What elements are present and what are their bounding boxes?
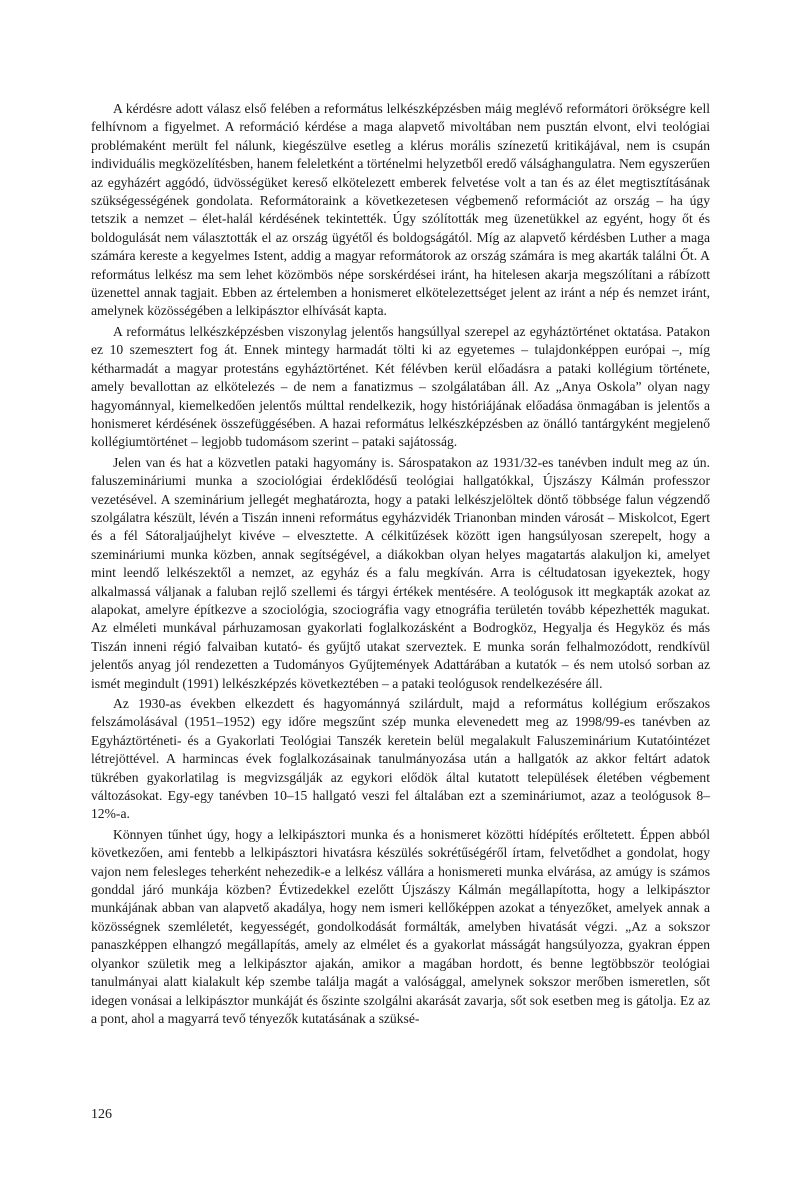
paragraph-3: Jelen van és hat a közvetlen pataki hagyomány is. Sárospatakon az 1931/32-es tanévben indult meg az ún. faluszemináriumi munka a szociológiai érdeklődésű teológiai hallgatókkal, Újszászy Kálmán professzor vezetésével. A szeminárium jellegét meghatározta, hogy a pataki lelkészjelöltek döntő többsége falun végzendő szolgálatra készült, lévén a Tiszán inneni református egyházvidék Trianonban minden városát – Miskolcot, Egert és a fél Sátoraljaújhelyt kivéve – elvesztette. A célkitűzések között igen hangsúlyosan szerepelt, hogy a szemináriumi munka közben, annak segítségével, a diákokban olyan helyes magatartás alakuljon ki, amelyet mint leendő lelkészektől a nemzet, az egyház és a falu megkíván. Arra is céltudatosan igyekeztek, hogy alkalmassá váljanak a faluban rejlő szellemi és tárgyi értékek mentésére. A teológusok itt megkapták azokat az alapokat, amelyre építkezve a szociológia, szociográfia vagy etnográfia területén tovább képezhették magukat. Az elméleti munkával párhuzamosan gyakorlati foglalkozásként a Bodrogköz, Hegyalja és Hegyköz és más Tiszán inneni régió falvaiban kutató- és gyűjtő utakat szerveztek. E munka során felhalmozódott, rendkívül jelentős anyag jól rendezetten a Tudományos Gyűjtemények Adattárában a kutatók – és nem utolsó sorban az ismét megindult (1991) lelkészképzés következtében – a pataki teológusok rendelkezésére áll. bbox=[91, 454, 710, 691]
paragraph-2: A református lelkészképzésben viszonylag jelentős hangsúllyal szerepel az egyháztörténet oktatása. Patakon ez 10 szemesztert fog át. Ennek mintegy harmadát tölti ki az egyetemes – tulajdonképpen európai –, míg kétharmadát a magyar protestáns egyháztörténet. Két félévben kerül előadásra a pataki kollégium története, amely bevallottan az elkötelezés – de nem a fanatizmus – szolgálatában áll. Az „Anya Oskola” olyan nagy hagyománnyal, kiemelkedően jelentős múlttal rendelkezik, hogy históriájának előadása önmagában is jelentős a honismeret kérdésének összefüggésében. A hazai református lelkészképzésben az önálló tantárgyként megjelenő kollégiumtörténet – legjobb tudomásom szerint – pataki sajátosság. bbox=[91, 323, 710, 450]
paragraph-5: Könnyen tűnhet úgy, hogy a lelkipásztori munka és a honismeret közötti hídépítés erőltetett. Éppen abból következően, ami fentebb a lelkipásztori hivatásra készülés sokrétűségéről írtam, felvetődhet a gondolat, hogy vajon nem felesleges teherként nehezedik-e a lelkész vállára a honismereti munka elvárása, az amúgy is számos gonddal járó munkája közben? Évtizedekkel ezelőtt Újszászy Kálmán megállapította, hogy a lelkipásztor munkájának abban van alapvető akadálya, hogy nem ismeri kellőképpen azokat a tényezőket, amelyek annak a közösségnek szemléletét, kegyességét, gondolkodását formálták, amelyben hivatását végzi. „Az a sokszor panaszképpen elhangzó megállapítás, amely az elmélet és a gyakorlat másságát hangsúlyozza, gyakran éppen olyankor születik meg a lelkipásztor ajakán, amikor a magában hordott, és benne legtöbbször teológiai tanulmányai alatt kialakult kép szembe találja magát a valósággal, amelynek sokszor merőben ismeretlen, sőt idegen vonásai a lelkipásztor munkáját és őszinte szolgálni akarását zavarja, sőt sok esetben meg is gátolja. Ez az a pont, ahol a magyarrá tevő tényezők kutatásának a szüksé- bbox=[91, 826, 710, 1026]
paragraph-1: A kérdésre adott válasz első felében a református lelkészképzésben máig meglévő reformátori örökségre kell felhívnom a figyelmet. A reformáció kérdése a maga alapvető mivoltában nem pusztán elvont, elvi teológiai problémaként merült fel nálunk, kiegészülve esetleg a klérus morális színezetű kritikájával, nem is csupán individuális megközelítésben, hanem feleletként a történelmi helyzetből eredő válsághangulatra. Nem egyszerűen az egyházért aggódó, üdvösségüket kereső elkötelezett emberek felvetése volt a tan és az élet megtisztításának szükségességének gondolata. Reformátoraink a következetesen végbemenő reformációt az ország – ha úgy tetszik a nemzet – élet-halál kérdésének tekintették. Úgy szólították meg üzenetükkel az egyént, hogy őt és boldogulását nem választották el az ország ügyétől és boldogságától. Míg az alapvető kérdésben Luther a maga számára kereste a kegyelmes Istent, addig a magyar reformátorok az ország számára is meg akarták találni Őt. A református lelkész ma sem lehet közömbös népe sorskérdései iránt, ha hitelesen akarja megszólítani a rábízott üzenettel annak tagjait. Ebben az értelemben a honismeret elkötelezettséget jelent az iránt a nép és nemzet iránt, amelynek közösségében a lelkipásztor elhívását kapta. bbox=[91, 101, 710, 319]
page-number: 126 bbox=[91, 1107, 112, 1122]
paragraph-4: Az 1930-as években elkezdett és hagyománnyá szilárdult, majd a református kollégium erőszakos felszámolásával (1951–1952) egy időre megszűnt szép munka elevenedett meg az 1998/99-es tanévben az Egyháztörténeti- és a Gyakorlati Teológiai Tanszék keretein belül megalakult Faluszeminárium Kutatóintézet létrejöttével. A harmincas évek foglalkozásainak tanulmányozása után a hallgatók az akkor feltárt adatok tükrében gyakorlatilag is megvizsgálják az egykori elődök által kutatott települések életében végbement változásokat. Egy-egy tanévben 10–15 hallgató veszi fel általában ezt a szemináriumot, azaz a teológusok 8–12%-a. bbox=[91, 696, 710, 822]
page-body bbox=[91, 100, 710, 1028]
